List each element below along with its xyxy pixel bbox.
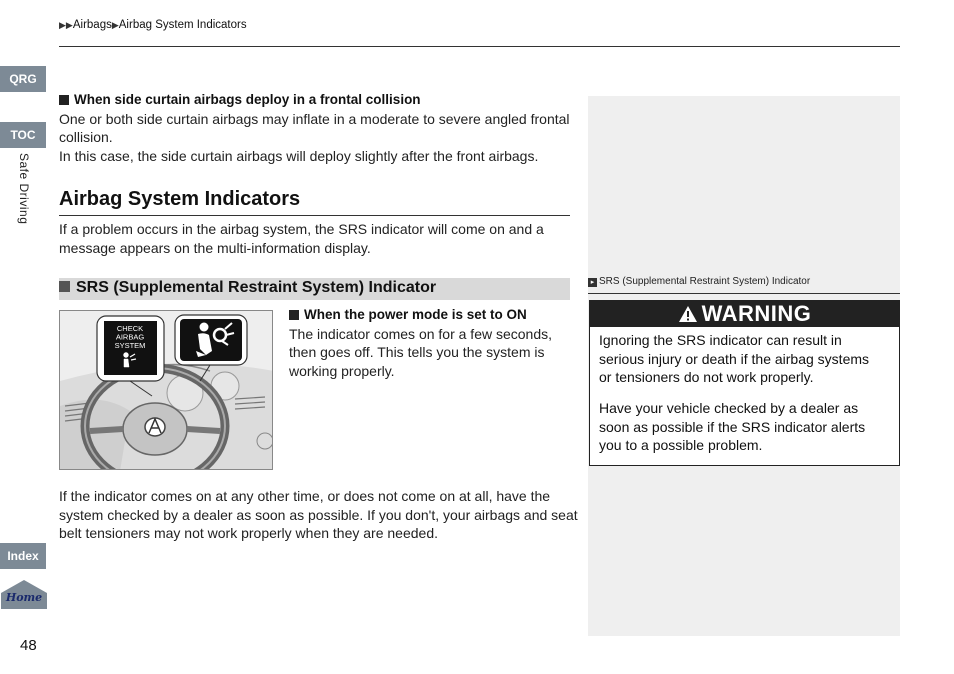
breadcrumb [59, 19, 247, 31]
sidebar-divider [588, 293, 900, 294]
srs-heading [59, 279, 436, 297]
warning-paragraph-1 [599, 331, 895, 387]
check-msg-line: AIRBAG [115, 332, 145, 342]
other-time-paragraph [59, 487, 579, 543]
reference-arrow-icon: ▸ [588, 278, 597, 287]
breadcrumb-arrow-icon: ▶▶ [59, 20, 73, 30]
square-bullet-icon [289, 310, 299, 320]
intro-line: message appears on the multi-information display. [59, 239, 371, 256]
side-curtain-line: In this case, the side curtain airbags will deploy slightly after the front airbags. [59, 147, 539, 164]
header-divider [59, 46, 900, 47]
warning-title: WARNING [701, 300, 812, 326]
side-curtain-line: One or both side curtain airbags may inflate in a moderate to severe angled frontal [59, 110, 570, 127]
home-button[interactable] [0, 579, 48, 610]
page-number: 48 [20, 637, 37, 654]
side-curtain-line: collision. [59, 129, 113, 145]
power-on-heading [289, 306, 571, 325]
side-curtain-heading-text: When side curtain airbags deploy in a frontal collision [74, 92, 421, 107]
warning-paragraph-2 [599, 399, 895, 455]
warning-header [589, 300, 900, 327]
square-bullet-icon [59, 95, 69, 105]
breadcrumb-arrow-icon: ▶ [111, 20, 119, 30]
dashboard-image [60, 311, 273, 470]
power-on-line: then goes off. This tells you the system is [289, 344, 545, 360]
check-msg-line: CHECK [116, 324, 144, 333]
srs-heading-text: SRS (Supplemental Restraint System) Indicator [76, 279, 437, 296]
power-on-block [289, 306, 571, 380]
intro-paragraph [59, 220, 579, 257]
power-on-heading-text: When the power mode is set to ON [304, 307, 527, 322]
section-label: Safe Driving [17, 153, 31, 225]
home-icon [0, 579, 48, 610]
warning-line: serious injury or death if the airbag systems [599, 350, 870, 367]
side-curtain-block [59, 91, 579, 165]
power-on-line: working properly. [289, 362, 395, 379]
sidebar-reference[interactable] [588, 276, 810, 287]
other-time-line: If the indicator comes on at any other time, or does not come on at all, have the [59, 488, 551, 504]
qrg-button[interactable]: QRG [0, 66, 46, 92]
warning-line: you to a possible problem. [599, 437, 763, 453]
intro-line: If a problem occurs in the airbag system, the SRS indicator will come on and a [59, 221, 544, 237]
toc-button[interactable]: TOC [0, 122, 46, 148]
warning-line: soon as possible if the SRS indicator alerts [599, 418, 866, 435]
reference-text: SRS (Supplemental Restraint System) Indicator [599, 276, 811, 287]
warning-line: or tensioners do not work properly. [599, 369, 814, 385]
title-divider [59, 215, 570, 216]
warning-line: Have your vehicle checked by a dealer as [599, 400, 859, 416]
side-curtain-heading [59, 91, 579, 110]
page-title: Airbag System Indicators [59, 188, 301, 210]
power-on-line: The indicator comes on for a few seconds, [289, 325, 553, 342]
index-button[interactable]: Index [0, 543, 46, 569]
breadcrumb-link-current[interactable]: Airbag System Indicators [118, 19, 247, 31]
home-label: Home [5, 591, 43, 604]
other-time-line: belt tensioners may not work properly when they are needed. [59, 525, 438, 541]
check-msg-line: SYSTEM [114, 341, 146, 350]
breadcrumb-link-airbags[interactable]: Airbags [72, 19, 112, 31]
warning-line: Ignoring the SRS indicator can result in [599, 332, 842, 348]
warning-triangle-icon [678, 305, 698, 323]
other-time-line: system checked by a dealer as soon as possible. If you don't, your airbags and seat [59, 506, 578, 523]
dashboard-illustration [59, 310, 273, 470]
square-bullet-icon [59, 281, 70, 292]
